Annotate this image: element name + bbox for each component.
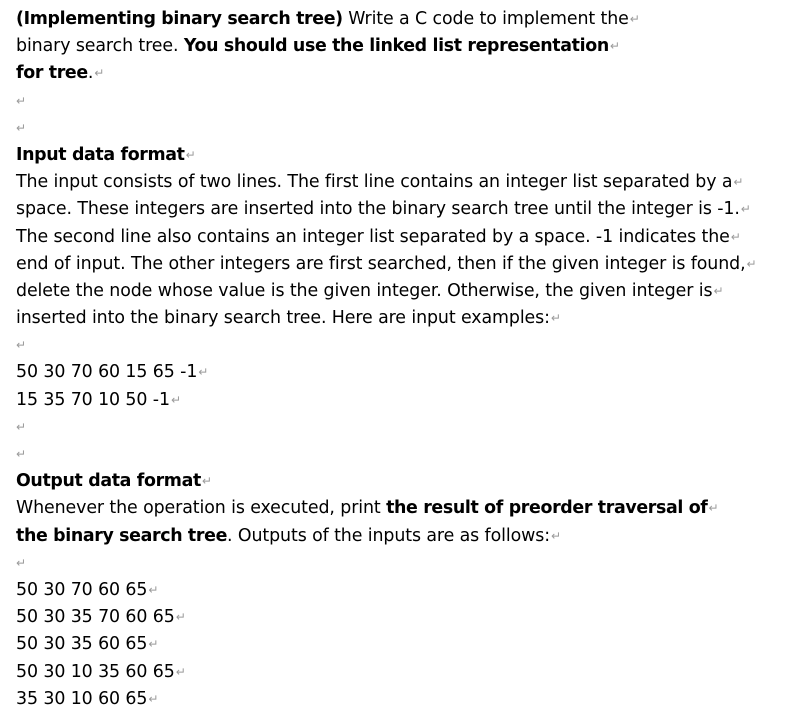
description-text: space. These integers are inserted into the binary search tree until the integer is -1. xyxy=(16,199,740,220)
input-example-line xyxy=(16,359,794,386)
output-example-text: 50 30 70 60 65 xyxy=(16,579,148,600)
problem-title: (Implementing binary search tree) xyxy=(16,9,343,29)
intro-line-3 xyxy=(16,60,794,87)
input-section-heading: Input data format xyxy=(16,144,185,165)
input-example-text: 50 30 70 60 15 65 -1 xyxy=(16,362,198,383)
paragraph-mark-icon: ↵ xyxy=(185,147,196,162)
output-section-heading: Output data format xyxy=(16,471,201,492)
paragraph-mark-icon: ↵ xyxy=(175,610,186,625)
paragraph-mark-icon: ↵ xyxy=(730,229,741,244)
paragraph-mark-icon: ↵ xyxy=(94,66,105,81)
input-description-line xyxy=(16,196,794,223)
input-example-line xyxy=(16,387,794,414)
paragraph-mark-icon: ↵ xyxy=(609,39,620,54)
empty-line xyxy=(16,332,794,359)
paragraph-mark-icon: ↵ xyxy=(16,120,26,135)
output-example-line xyxy=(16,659,794,686)
description-text: The second line also contains an integer list separated by a space. -1 indicates the xyxy=(16,226,730,247)
document-body xyxy=(16,6,794,713)
empty-line xyxy=(16,414,794,441)
intro-bold-text: You should use the linked list representation xyxy=(183,36,609,57)
output-description-line xyxy=(16,523,794,550)
paragraph-mark-icon: ↵ xyxy=(16,555,26,570)
output-example-line xyxy=(16,604,794,631)
output-example-line xyxy=(16,686,794,713)
paragraph-mark-icon: ↵ xyxy=(708,501,719,516)
description-bold-text: the result of preorder traversal of xyxy=(386,498,708,519)
input-description-line xyxy=(16,278,794,305)
input-description-line xyxy=(16,251,794,278)
intro-text: Write a C code to implement the xyxy=(342,9,629,29)
intro-line-1 xyxy=(16,6,794,33)
empty-line xyxy=(16,115,794,142)
paragraph-mark-icon: ↵ xyxy=(198,365,209,380)
paragraph-mark-icon: ↵ xyxy=(170,392,181,407)
paragraph-mark-icon: ↵ xyxy=(629,12,640,26)
input-description-line xyxy=(16,169,794,196)
description-text: end of input. The other integers are first searched, then if the given integer is found, xyxy=(16,253,746,274)
output-example-text: 35 30 10 60 65 xyxy=(16,688,148,709)
paragraph-mark-icon: ↵ xyxy=(148,691,159,706)
empty-line xyxy=(16,88,794,115)
paragraph-mark-icon: ↵ xyxy=(733,175,744,190)
paragraph-mark-icon: ↵ xyxy=(175,664,186,679)
input-description-line xyxy=(16,224,794,251)
paragraph-mark-icon: ↵ xyxy=(148,582,159,597)
output-heading-line xyxy=(16,468,794,495)
intro-text: . xyxy=(87,63,94,84)
paragraph-mark-icon: ↵ xyxy=(16,447,26,461)
input-example-text: 15 35 70 10 50 -1 xyxy=(16,389,170,410)
paragraph-mark-icon: ↵ xyxy=(746,256,757,271)
output-example-line xyxy=(16,631,794,658)
output-description-line xyxy=(16,495,794,522)
description-text: inserted into the binary search tree. Here are input examples: xyxy=(16,308,550,329)
output-example-text: 50 30 35 70 60 65 xyxy=(16,607,175,628)
description-text: Whenever the operation is executed, print xyxy=(16,498,387,519)
output-example-text: 50 30 10 35 60 65 xyxy=(16,661,175,682)
intro-line-2 xyxy=(16,33,794,60)
output-example-line xyxy=(16,577,794,604)
description-text: delete the node whose value is the given integer. Otherwise, the given integer is xyxy=(16,280,713,301)
empty-line xyxy=(16,550,794,577)
intro-text: binary search tree. xyxy=(16,36,184,57)
paragraph-mark-icon: ↵ xyxy=(148,637,159,652)
description-bold-text: the binary search tree xyxy=(16,525,228,546)
paragraph-mark-icon: ↵ xyxy=(201,474,212,489)
paragraph-mark-icon: ↵ xyxy=(740,202,751,217)
input-description-line xyxy=(16,305,794,332)
paragraph-mark-icon: ↵ xyxy=(16,419,26,434)
paragraph-mark-icon: ↵ xyxy=(713,283,724,298)
empty-line xyxy=(16,441,794,468)
paragraph-mark-icon: ↵ xyxy=(16,93,26,108)
input-heading-line xyxy=(16,142,794,169)
output-example-text: 50 30 35 60 65 xyxy=(16,634,148,655)
description-text: The input consists of two lines. The first line contains an integer list separated by a xyxy=(16,172,733,193)
intro-bold-text: for tree xyxy=(16,63,88,84)
paragraph-mark-icon: ↵ xyxy=(550,311,561,326)
description-text: . Outputs of the inputs are as follows: xyxy=(227,525,550,546)
paragraph-mark-icon: ↵ xyxy=(16,338,26,353)
paragraph-mark-icon: ↵ xyxy=(550,528,561,543)
